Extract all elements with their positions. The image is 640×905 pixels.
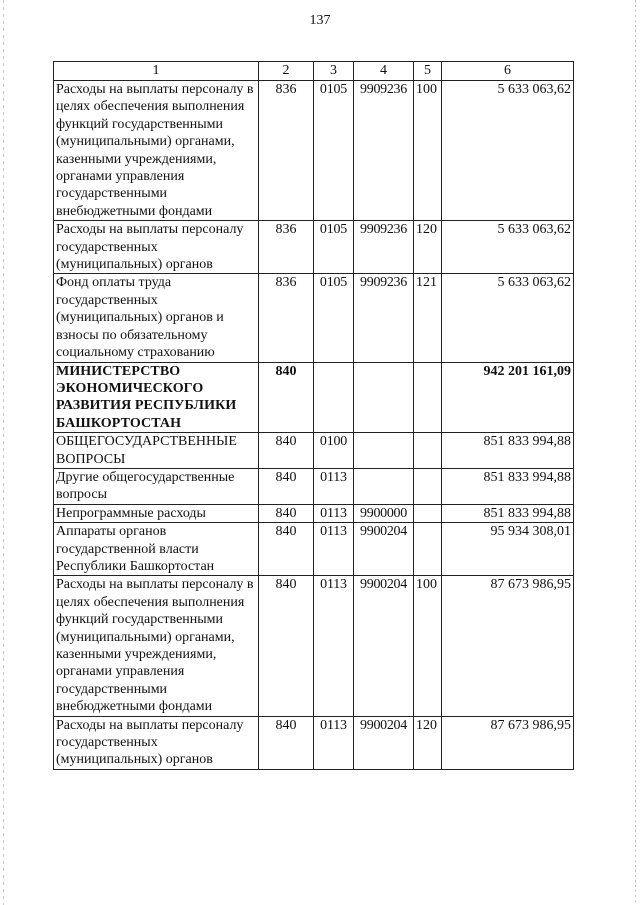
row-target-cell xyxy=(354,468,414,504)
row-amount-cell: 95 934 308,01 xyxy=(442,523,574,576)
row-section-cell xyxy=(314,362,354,433)
row-code-cell: 836 xyxy=(259,274,314,362)
row-expense-type-cell xyxy=(414,504,442,522)
row-expense-type-cell: 100 xyxy=(414,576,442,716)
row-amount-cell: 87 673 986,95 xyxy=(442,576,574,716)
row-amount-cell: 851 833 994,88 xyxy=(442,468,574,504)
row-section-cell: 0105 xyxy=(314,221,354,274)
row-expense-type-cell xyxy=(414,362,442,433)
row-name-cell: Расходы на выплаты персоналу в целях обеспечения выполнения функций государственными (муниципальными) органами, казенными учреждениями, органами управления государственными внебюджетными фондами xyxy=(54,576,259,716)
row-name-cell: МИНИСТЕРСТВО ЭКОНОМИЧЕСКОГО РАЗВИТИЯ РЕСПУБЛИКИ БАШКОРТОСТАН xyxy=(54,362,259,433)
row-name-cell: Непрограммные расходы xyxy=(54,504,259,522)
row-code-cell: 840 xyxy=(259,716,314,769)
table-row xyxy=(54,274,574,362)
row-target-cell: 9900204 xyxy=(354,716,414,769)
row-name-cell: Другие общегосударственные вопросы xyxy=(54,468,259,504)
row-expense-type-cell: 100 xyxy=(414,81,442,221)
row-amount-cell: 942 201 161,09 xyxy=(442,362,574,433)
table-row xyxy=(54,221,574,274)
row-name-cell: Аппараты органов государственной власти Республики Башкортостан xyxy=(54,523,259,576)
row-code-cell: 840 xyxy=(259,576,314,716)
row-target-cell xyxy=(354,433,414,469)
table-row xyxy=(54,716,574,769)
row-code-cell: 840 xyxy=(259,433,314,469)
column-header: 1 xyxy=(54,62,259,81)
row-section-cell: 0113 xyxy=(314,523,354,576)
row-name-cell: Расходы на выплаты персоналу в целях обеспечения выполнения функций государственными (муниципальными) органами, казенными учреждениями, органами управления государственными внебюджетными фондами xyxy=(54,81,259,221)
table-row xyxy=(54,504,574,522)
column-header: 3 xyxy=(314,62,354,81)
table-row xyxy=(54,576,574,716)
row-amount-cell: 851 833 994,88 xyxy=(442,504,574,522)
table-header-row xyxy=(54,62,574,81)
row-amount-cell: 87 673 986,95 xyxy=(442,716,574,769)
table-row xyxy=(54,362,574,433)
row-target-cell xyxy=(354,362,414,433)
row-code-cell: 840 xyxy=(259,468,314,504)
row-expense-type-cell: 120 xyxy=(414,221,442,274)
row-expense-type-cell: 121 xyxy=(414,274,442,362)
scan-edge-left xyxy=(3,0,4,905)
row-amount-cell: 5 633 063,62 xyxy=(442,221,574,274)
row-target-cell: 9900204 xyxy=(354,576,414,716)
row-code-cell: 836 xyxy=(259,81,314,221)
column-header: 4 xyxy=(354,62,414,81)
table-body xyxy=(54,81,574,770)
row-section-cell: 0113 xyxy=(314,468,354,504)
column-header: 6 xyxy=(442,62,574,81)
row-code-cell: 840 xyxy=(259,523,314,576)
row-expense-type-cell xyxy=(414,523,442,576)
row-section-cell: 0113 xyxy=(314,576,354,716)
row-code-cell: 840 xyxy=(259,504,314,522)
row-section-cell: 0105 xyxy=(314,274,354,362)
row-section-cell: 0105 xyxy=(314,81,354,221)
row-section-cell: 0113 xyxy=(314,504,354,522)
row-name-cell: Расходы на выплаты персоналу государственных (муниципальных) органов xyxy=(54,221,259,274)
table-row xyxy=(54,468,574,504)
row-target-cell: 9900000 xyxy=(354,504,414,522)
row-expense-type-cell: 120 xyxy=(414,716,442,769)
row-code-cell: 836 xyxy=(259,221,314,274)
row-section-cell: 0113 xyxy=(314,716,354,769)
row-name-cell: ОБЩЕГОСУДАРСТВЕННЫЕ ВОПРОСЫ xyxy=(54,433,259,469)
row-expense-type-cell xyxy=(414,433,442,469)
row-amount-cell: 851 833 994,88 xyxy=(442,433,574,469)
table-row xyxy=(54,523,574,576)
row-code-cell: 840 xyxy=(259,362,314,433)
budget-table xyxy=(53,61,574,770)
row-name-cell: Расходы на выплаты персоналу государственных (муниципальных) органов xyxy=(54,716,259,769)
row-amount-cell: 5 633 063,62 xyxy=(442,274,574,362)
column-header: 2 xyxy=(259,62,314,81)
row-target-cell: 9909236 xyxy=(354,81,414,221)
row-target-cell: 9909236 xyxy=(354,274,414,362)
table-row xyxy=(54,433,574,469)
row-name-cell: Фонд оплаты труда государственных (муниципальных) органов и взносы по обязательному социальному страхованию xyxy=(54,274,259,362)
row-target-cell: 9909236 xyxy=(354,221,414,274)
page-number: 137 xyxy=(309,13,331,28)
row-target-cell: 9900204 xyxy=(354,523,414,576)
column-header: 5 xyxy=(414,62,442,81)
row-amount-cell: 5 633 063,62 xyxy=(442,81,574,221)
row-section-cell: 0100 xyxy=(314,433,354,469)
row-expense-type-cell xyxy=(414,468,442,504)
scan-edge-right xyxy=(635,0,636,905)
table-row xyxy=(54,81,574,221)
